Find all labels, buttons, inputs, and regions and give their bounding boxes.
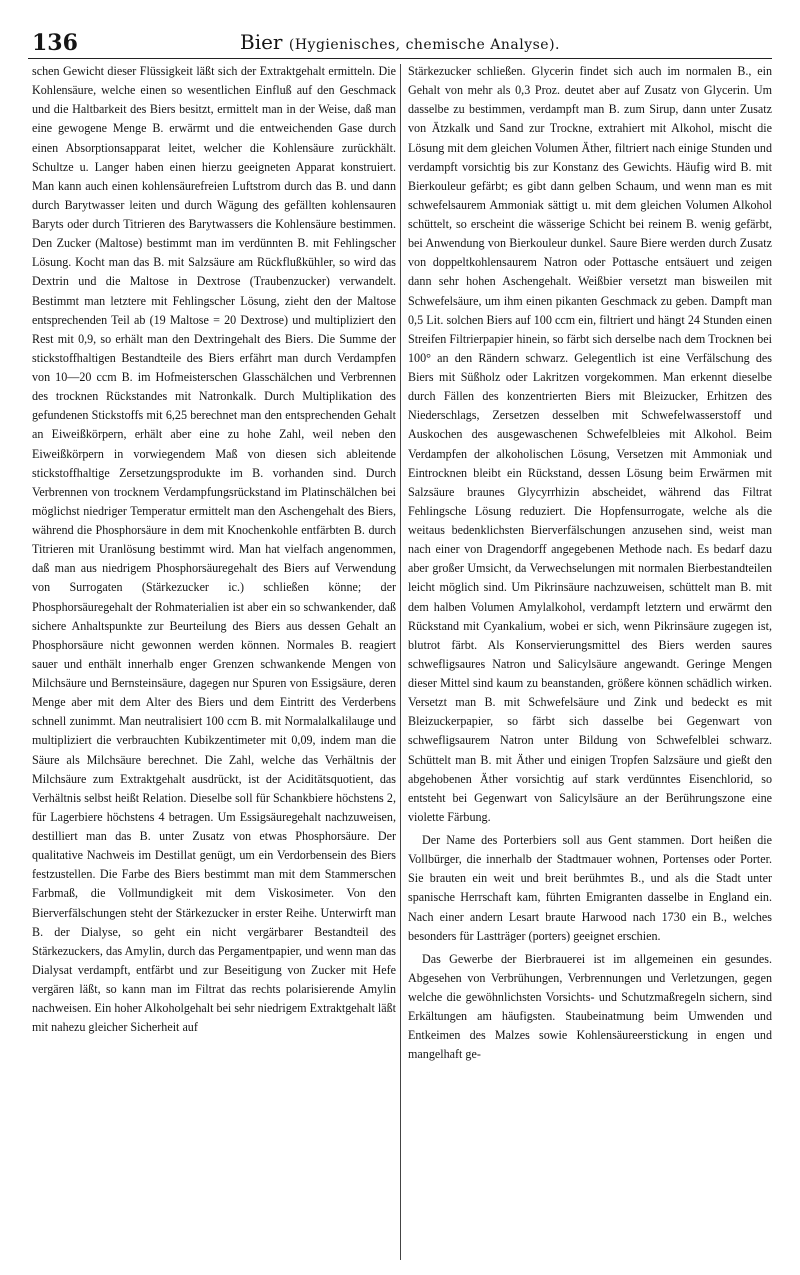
running-title bbox=[28, 30, 772, 54]
column-divider bbox=[400, 64, 401, 1260]
left-column bbox=[32, 62, 396, 1262]
running-header bbox=[28, 22, 772, 59]
header-subtitle: (Hygienisches, chemische Analyse). bbox=[288, 37, 560, 53]
right-column bbox=[408, 62, 772, 1262]
header-title: Bier bbox=[240, 30, 283, 54]
paragraph: schen Gewicht dieser Flüssigkeit läßt sich der Extraktgehalt ermitteln. Die Kohlensäure, welche einen so wesentlichen Einfluß auf den Geschmack und die Haltbarkeit des Biers besitzt, ermittelt man in der Weise, daß man eine gewogene Menge B. erwärmt und die entweichenden Gase durch einen Absorptionsapparat leitet, welcher die Kohlensäure zurückhält. Schultze u. Langer haben einen hierzu geeigneten Apparat konstruiert. Man kann auch einen kohlensäurefreien Luftstrom durch das B. und dann durch Barytwasser leiten und durch Wägung des gefällten kohlensauren Baryts oder durch Titrieren des Barytwassers die Kohlensäure bestimmen. Den Zucker (Maltose) bestimmt man im verdünnten B. mit Fehlingscher Lösung. Kocht man das B. mit Salzsäure am Rückflußkühler, so wird das Dextrin und die Maltose in Dextrose (Traubenzucker) verwandelt. Bestimmt man letztere mit Fehlingscher Lösung, zieht den der Maltose entsprechenden Teil ab (19 Maltose = 20 Dextrose) und multipliziert den Rest mit 0,9, so erhält man den Dextringehalt des Biers. Die Summe der stickstoffhaltigen Bestandteile des Biers erfährt man durch Verdampfen von 10—20 ccm B. im Hofmeisterschen Glasschälchen und Verbrennen des trocknen Rückstandes mit Natronkalk. Durch Multiplikation des gefundenen Stickstoffs mit 6,25 berechnet man den entsprechenden Gehalt an Eiweißkörpern, erhält aber eine zu hohe Zahl, weil neben den Eiweißkörpern in vorwiegendem Maß von diesen sich ableitende stickstoffhaltige Zersetzungsprodukte im B. vorhanden sind. Durch Verbrennen von trocknem Verdampfungsrückstand im Platinschälchen bei möglichst niedriger Temperatur ermittelt man den Aschengehalt des Biers, während die Phosphorsäure in dem mit Knochenkohle entfärbten B. durch Titrieren mit Uranlösung bestimmt wird. Man hat vielfach angenommen, daß man aus niedrigem Phosphorsäuregehalt des Biers auf Verwendung von Surrogaten (Stärkezucker ic.) schließen könne; der Phosphorsäuregehalt der Rohmaterialien ist aber ein so schwankender, daß sichere Anhaltspunkte zur Beurteilung des Biers aus dessen Gehalt an Phosphorsäure nicht gewonnen werden können. Normales B. reagiert sauer und enthält innerhalb enger Grenzen schwankende Mengen von Milchsäure und Bernsteinsäure, dagegen nur Spuren von Essigsäure, deren Menge aber mit dem Alter des Biers und dem Eintritt des Verderbens schnell zunimmt. Man neutralisiert 100 ccm B. mit Normalalkalilauge und multipliziert die verbrauchten Kubikzentimeter mit 0,09, indem man die Säure als Milchsäure berechnet. Die Zahl, welche das Verhältnis der Milchsäure zum Extraktgehalt ausdrückt, ist der Aciditätsquotient, das Verhältnis selbst heißt Relation. Dieselbe soll für Schankbiere höchstens 2, für Lagerbiere höchstens 4 betragen. Um Essigsäuregehalt nachzuweisen, destilliert man das B. unter Zusatz von etwas Phosphorsäure. Der qualitative Nachweis im Destillat genügt, um ein Verdorbensein des Biers festzustellen. Die Farbe des Biers bestimmt man mit dem Stammerschen Farbmaß, die Vollmundigkeit mit dem Viskosimeter. Von den Bierverfälschungen steht der Stärkezucker in erster Reihe. Unterwirft man B. der Dialyse, so geht ein nicht vergärbarer Bestandteil des Stärkezuckers, das Amylin, durch das Pergamentpapier, und wenn man das Dialysat verdampft, entfärbt und zur Beseitigung von Zucker mit Hefe vergären läßt, so kann man im Filtrat das rechts polarisierende Amylin nachweisen. Ein hoher Alkoholgehalt bei sehr niedrigem Extraktgehalt läßt mit nahezu gleicher Sicherheit auf bbox=[32, 64, 396, 1035]
paragraph: Das Gewerbe der Bierbrauerei ist im allgemeinen ein gesundes. Abgesehen von Verbrühungen, Verbrennungen und Verletzungen, gegen welche die gewöhnlichsten Vorsichts- und Schutzmaßregeln sichern, sind Erkältungen am häufigsten. Staubeinatmung beim Umwenden und Entkeimen des Malzes sowie Kohlensäureerstickung in engen und mangelhaft ge- bbox=[408, 951, 772, 1062]
paragraph: Der Name des Porterbiers soll aus Gent stammen. Dort heißen die Vollbürger, die innerhalb der Stadtmauer wohnen, Portenses oder Porter. Sie brauten ein weit und breit berühmtes B., und als die Stadt unter spanische Herrschaft kam, führten Emigranten dasselbe in England ein. Nach einer andern Lesart braute Harwood nach 1730 ein B., welches besonders für Lastträger (porters) geeignet erschien. bbox=[408, 833, 772, 943]
page-number: 136 bbox=[32, 30, 78, 56]
paragraph: Stärkezucker schließen. Glycerin findet sich auch im normalen B., ein Gehalt von mehr als 0,3 Proz. deutet aber auf Zusatz von Glycerin. Um dasselbe zu bestimmen, verdampft man B. zum Sirup, dann unter Zusatz von Ätzkalk und Sand zur Trockne, extrahiert mit Alkohol, mischt die Lösung mit dem gleichen Volumen Äther, filtriert nach einige Stunden und verdampft vorsichtig bis zur Konstanz des Gewichts. Häufig wird B. mit Bierkouleur gefärbt; es gibt dann gelben Schaum, und wenn man es mit schwefelsaurem Ammoniak sättigt u. mit dem gleichen Volumen Alkohol schüttelt, so erscheint die wässerige Schicht bei reinem B. wenig gefärbt, bei Anwendung von Bierkouleur dunkel. Saure Biere werden durch Zusatz von doppeltkohlensaurem Natron oder Pottasche entsäuert und zeigen dann sehr hohen Aschengehalt. Weißbier versetzt man bisweilen mit Schwefelsäure, um ihm einen pikanten Geschmack zu geben. Dampft man 0,5 Lit. solchen Biers auf 100 ccm ein, filtriert und hängt 24 Stunden einen Streifen Filtrierpapier hinein, so färbt sich derselbe nach dem Trocknen bei 100° an den Rändern schwarz. Gelegentlich ist eine Verfälschung des Biers mit Süßholz oder Lakritzen vorgekommen. Man erkennt dieselbe durch Fällen des konzentrierten Biers mit Bleizucker, Erhitzen des Niederschlags, Zersetzen desselben mit Schwefelwasserstoff und Auskochen des ausgewaschenen Schwefelbleies mit Alkohol. Beim Verdampfen der alkoholischen Lösung, Versetzen mit Ammoniak und Eintrocknen bleibt ein Rückstand, dessen Lösung beim Erwärmen mit Salzsäure braunes Glycyrrhizin abscheidet, während das Filtrat Fehlingsche Lösung reduziert. Die Hopfensurrogate, welche als die weitaus bedenklichsten Bierverfälschungen anzusehen sind, weist man nach einer von Dragendorff angegebenen Methode nach. Es bedarf dazu aber großer Umsicht, da Verwechselungen mit normalen Bierbestandteilen leicht möglich sind. Um Pikrinsäure nachzuweisen, schüttelt man B. mit dem halben Volumen Amylalkohol, verdampft letztern und erwärmt den Rückstand mit Cyankalium, wobei er sich, wenn Pikrinsäure zugegen ist, blutrot färbt. Als Konservierungsmittel des Biers werden saures schwefligsaures Natron und Salicylsäure angewandt. Geringe Mengen dieser Mittel sind kaum zu beanstanden, größere können schädlich wirken. Versetzt man B. mit Schwefelsäure und Zink und bedeckt es mit Bleizuckerpapier, so färbt sich dasselbe bei Gegenwart von schwefligsaurem Natron unter Bildung von Schwefelblei schwarz. Schüttelt man B. mit Äther und einigen Tropfen Salzsäure und gießt den abgehobenen Äther vorsichtig auf stark verdünntes Eisenchlorid, so entsteht bei Gegenwart von Salicylsäure an der Berührungszone eine violette Färbung. bbox=[408, 64, 772, 824]
